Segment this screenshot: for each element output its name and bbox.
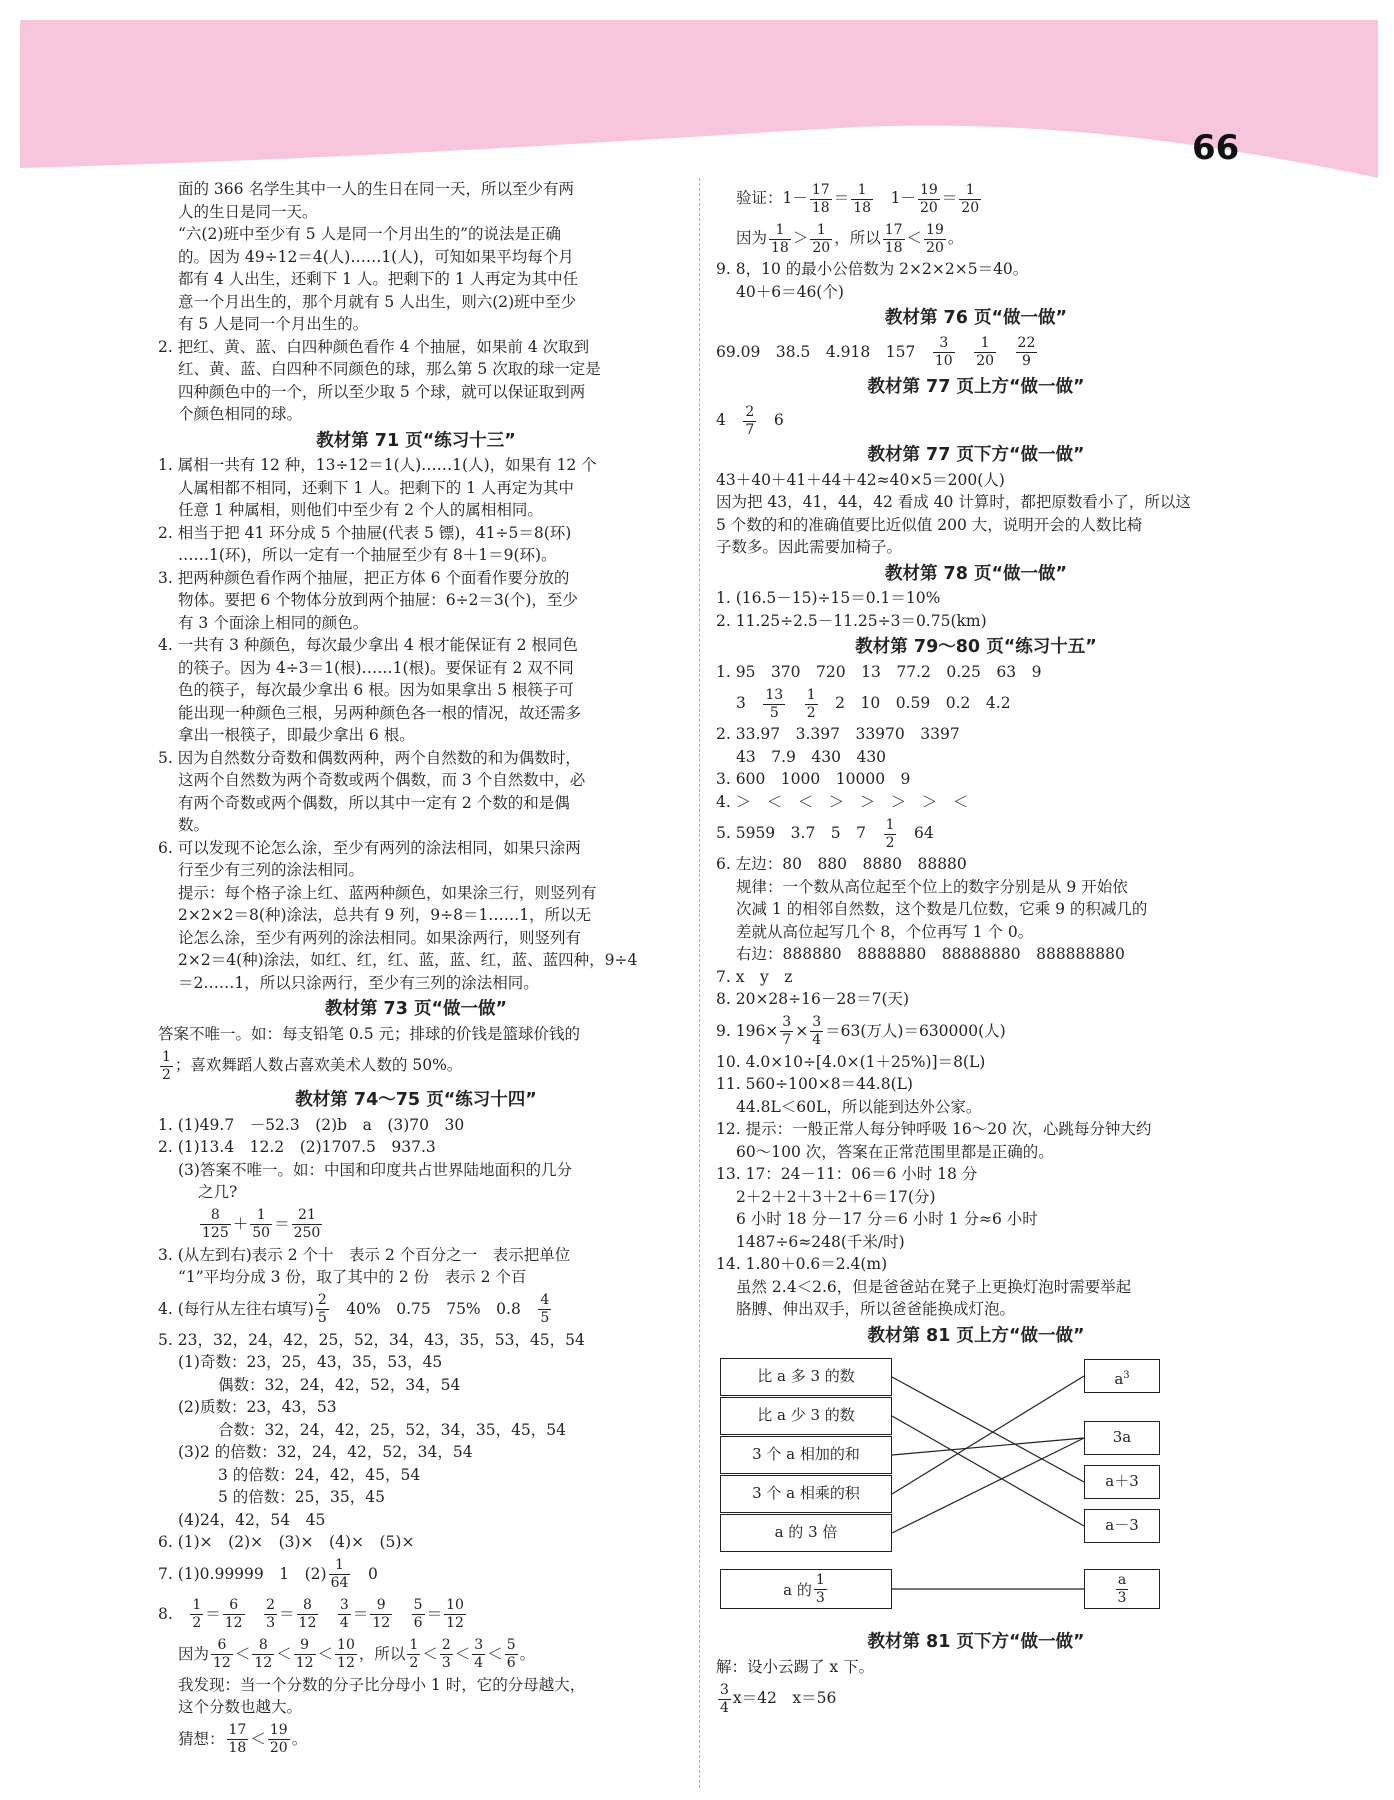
fraction: $\frac{13}{5}$ bbox=[765, 686, 784, 721]
fraction: $\frac{19}{20}$ bbox=[926, 221, 944, 256]
matching-diagram bbox=[716, 1355, 1176, 1611]
section-heading: 教材第 71 页“练习十三” bbox=[316, 430, 516, 451]
fraction: 1 3 bbox=[815, 1571, 825, 1606]
text-line: “六(2)班中至少有 5 人是同一个月出生的”的说法是正确 bbox=[178, 225, 562, 243]
section-heading: 教材第 81 页下方“做一做” bbox=[867, 1632, 1085, 1652]
text-line: 合数：32，24，42，25，52，34，35，45，54 bbox=[218, 1420, 567, 1439]
text-line: 面的 366 名学生其中一人的生日在同一天，所以至少有两 bbox=[178, 180, 574, 198]
text-line: 7. x y z bbox=[716, 967, 793, 986]
text-line: 60～100 次，答案在正常范围里都是正确的。 bbox=[736, 1142, 1054, 1161]
text-line: 4. (每行从左往右填写) $\frac{2}{5}$ 40% 0.75 75% 0.8 $\frac{4}{5}$ bbox=[158, 1292, 550, 1326]
text-line: 有 5 人是同一个月出生的。 bbox=[178, 315, 369, 333]
fraction: $\frac{6}{12}$ bbox=[224, 1597, 243, 1631]
equation-line: $\frac{8}{125}$ ＋ $\frac{1}{50}$ ＝ $\frac{21}{250}$ bbox=[202, 1207, 321, 1241]
text-line: “1”平均分成 3 份，取了其中的 2 份 表示 2 个百 bbox=[178, 1268, 527, 1286]
fraction: $\frac{1}{64}$ bbox=[330, 1557, 349, 1591]
fraction: $\frac{2}{3}$ bbox=[266, 1597, 276, 1631]
match-left-3: 3 个 a 相加的和 bbox=[720, 1436, 892, 1474]
text-line: 规律：一个数从高位起至个位上的数字分别是从 9 开始依 bbox=[736, 877, 1128, 896]
text-line: 2×2×2＝8(种)涂法，总共有 9 列，9÷8＝1……1，所以无 bbox=[178, 906, 592, 924]
fraction: $\frac{21}{250}$ bbox=[293, 1207, 321, 1241]
text-line: 13. 17：24－11：06＝6 小时 18 分 bbox=[716, 1165, 978, 1183]
fraction: $\frac{1}{2}$ bbox=[885, 816, 895, 851]
match-left-4: 3 个 a 相乘的积 bbox=[720, 1475, 892, 1513]
fraction: $\frac{6}{12}$ bbox=[213, 1637, 231, 1671]
text-line: 2. 把红、黄、蓝、白四种颜色看作 4 个抽屉，如果前 4 次取到 bbox=[158, 337, 590, 356]
fraction: $\frac{1}{2}$ bbox=[806, 686, 816, 721]
text-line: 人属相都不相同，还剩下 1 人。把剩下的 1 人再定为其中 bbox=[178, 478, 574, 497]
text-line: 8. 20×28÷16－28＝7(天) bbox=[716, 990, 910, 1008]
section-heading: 教材第 76 页“做一做” bbox=[884, 308, 1068, 328]
fraction: $\frac{3}{10}$ bbox=[934, 335, 953, 369]
text-line: 11. 560÷100×8＝44.8(L) bbox=[716, 1075, 913, 1093]
text-line: 3. 把两种颜色看作两个抽屉，把正方体 6 个面看作要分放的 bbox=[158, 568, 570, 587]
text-line: 的。因为 49÷12＝4(人)……1(人)，可知如果平均每个月 bbox=[178, 247, 574, 266]
fraction: $\frac{17}{18}$ bbox=[228, 1722, 247, 1756]
fraction: $\frac{2}{3}$ bbox=[441, 1637, 451, 1671]
section-heading: 教材第 77 页上方“做一做” bbox=[867, 376, 1085, 397]
text-line: 6 小时 18 分－17 分＝6 小时 1 分≈6 小时 bbox=[736, 1210, 1038, 1228]
banner-shape bbox=[20, 20, 1378, 178]
fraction: $\frac{9}{12}$ bbox=[372, 1597, 391, 1631]
text-line: ＝2……1，所以只涂两行，至少有三列的涂法相同。 bbox=[178, 973, 539, 992]
text-line: 44.8L＜60L，所以能到达外公家。 bbox=[736, 1097, 982, 1116]
text-line: 四种颜色中的一个，所以至少取 5 个球，就可以保证取到两 bbox=[178, 382, 586, 401]
fraction: $\frac{19}{20}$ bbox=[269, 1722, 288, 1756]
fraction: $\frac{19}{20}$ bbox=[919, 181, 938, 216]
text-line: (2)质数：23，43，53 bbox=[178, 1398, 337, 1416]
section-heading: 教材第 79～80 页“练习十五” bbox=[855, 637, 1097, 657]
text-line: 4 $\frac{2}{7}$ 6 bbox=[716, 403, 784, 438]
text-line: 5 的倍数：25，35，45 bbox=[218, 1488, 385, 1506]
equation-line: $\frac{3}{4}$ x＝42 x＝56 bbox=[720, 1681, 837, 1716]
text-line: 1. (16.5－15)÷15＝0.1＝10% bbox=[716, 589, 941, 607]
text-line: 解：设小云踢了 x 下。 bbox=[716, 1657, 875, 1676]
text-line: (3)2 的倍数：32，24，42，52，34，54 bbox=[178, 1443, 473, 1461]
text-line: 差就从高位起写几个 8，个位再写 1 个 0。 bbox=[736, 922, 1034, 941]
fraction: $\frac{1}{50}$ bbox=[252, 1207, 271, 1241]
text-line: 43 7.9 430 430 bbox=[736, 747, 887, 766]
text-line: 12. 提示：一般正常人每分钟呼吸 16～20 次，心跳每分钟大约 bbox=[716, 1120, 1152, 1138]
text-line: 4. ＞ ＜ ＜ ＞ ＞ ＞ ＞ ＜ bbox=[716, 792, 969, 811]
text-line: 色的筷子，每次最少拿出 6 根。因为如果拿出 5 根筷子可 bbox=[178, 681, 574, 699]
text-line: 数。 bbox=[178, 816, 210, 834]
text-line: 6. 左边：80 880 8880 88880 bbox=[716, 855, 967, 873]
fraction: $\frac{10}{12}$ bbox=[446, 1597, 464, 1631]
text-line: 有两个奇数或两个偶数，所以其中一定有 2 个数的和是偶 bbox=[178, 793, 570, 812]
text-line: 胳膊、伸出双手，所以爸爸能换成灯泡。 bbox=[736, 1300, 1016, 1318]
text-line: 物体。要把 6 个物体分放到两个抽屉：6÷2＝3(个)，至少 bbox=[178, 591, 578, 609]
equation-line: 8. $\frac{1}{2}$ ＝ $\frac{6}{12}$ $\frac{2}{3}$ ＝ $\frac{8}{12}$ $\frac{3}{4}$ ＝ $\frac{9}{12}$ $\frac{5}{6}$ ＝ $\frac{10}{12}$ bbox=[158, 1597, 464, 1631]
text-line: 6. (1)× (2)× (3)× (4)× (5)× bbox=[158, 1533, 415, 1551]
text-line: 个颜色相同的球。 bbox=[178, 405, 303, 423]
text-line: 1487÷6≈248(千米/时) bbox=[736, 1232, 905, 1251]
text-line: 拿出一根筷子，即最少拿出 6 根。 bbox=[178, 726, 415, 744]
section-heading: 教材第 78 页“做一做” bbox=[884, 563, 1068, 584]
section-heading: 教材第 73 页“做一做” bbox=[324, 999, 508, 1019]
left-column bbox=[158, 178, 674, 1759]
equation-line: 因为 $\frac{6}{12}$ ＜ $\frac{8}{12}$ ＜ $\frac{9}{12}$ ＜ $\frac{10}{12}$ ，所以 $\frac{1}{2}$ ＜ $\frac{2}{3}$ ＜ $\frac{3}{4}$ ＜ $\frac{5}{6}$ 。 bbox=[178, 1637, 536, 1671]
match-left-2: 比 a 少 3 的数 bbox=[720, 1397, 892, 1435]
match-right-1: $a^3$ bbox=[1084, 1359, 1160, 1393]
fraction: $\frac{1}{20}$ bbox=[961, 181, 980, 216]
text-line: 因为把 43，41，44，42 看成 40 计算时，都把原数看小了，所以这 bbox=[716, 493, 1191, 511]
fraction: $\frac{3}{4}$ bbox=[339, 1597, 349, 1631]
text-line: 2×2＝4(种)涂法，如红、红，红、蓝，蓝、红，蓝、蓝四种，9÷4 bbox=[178, 951, 638, 969]
text-line: 任意 1 种属相，则他们中至少有 2 个人的属相相同。 bbox=[178, 501, 543, 519]
text-line: 这个分数也越大。 bbox=[178, 1698, 303, 1716]
text-line: (3)答案不唯一。如：中国和印度共占世界陆地面积的几分 bbox=[178, 1160, 572, 1179]
text-line: 右边：888880 8888880 88888880 888888880 bbox=[736, 945, 1125, 963]
fraction: $\frac{3}{4}$ bbox=[720, 1681, 729, 1716]
text-line: 之几? bbox=[198, 1183, 238, 1201]
text-line: 都有 4 人出生，还剩下 1 人。把剩下的 1 人再定为其中任 bbox=[178, 270, 579, 288]
text-line: 14. 1.80＋0.6＝2.4(m) bbox=[716, 1255, 888, 1273]
text-line: 2. 11.25÷2.5－11.25÷3＝0.75(km) bbox=[716, 611, 987, 630]
fraction: $\frac{1}{18}$ bbox=[853, 181, 872, 216]
fraction: $\frac{2}{7}$ bbox=[745, 403, 755, 438]
text-line: 人的生日是同一天。 bbox=[178, 202, 318, 221]
fraction: $\frac{3}{7}$ bbox=[782, 1014, 792, 1048]
text-line: 行至少有三列的涂法相同。 bbox=[178, 861, 365, 879]
text-line: 7. (1)0.99999 1 (2) $\frac{1}{64}$ 0 bbox=[158, 1557, 378, 1591]
fraction: $\frac{1}{2}$ bbox=[409, 1637, 419, 1671]
match-left-6: a 的 1 3 bbox=[720, 1569, 892, 1609]
text-line: 3. (从左到右)表示 2 个十 表示 2 个百分之一 表示把单位 bbox=[158, 1245, 571, 1264]
text-line: 1. 95 370 720 13 77.2 0.25 63 9 bbox=[716, 662, 1042, 681]
text-line: 9. 8，10 的最小公倍数为 2×2×2×5＝40。 bbox=[716, 260, 1029, 278]
text-line: 3. 600 1000 10000 9 bbox=[716, 770, 911, 788]
text-line: 偶数：32，24，42，52，34，54 bbox=[218, 1375, 461, 1394]
fraction: $\frac{17}{18}$ bbox=[884, 221, 903, 256]
text-line: 3 的倍数：24，42，45，54 bbox=[218, 1465, 421, 1484]
fraction: $\frac{22}{9}$ bbox=[1017, 335, 1036, 369]
equation-line: 9. 196× $\frac{3}{7}$ × $\frac{3}{4}$ ＝63(万人)＝630000(人) bbox=[716, 1014, 1006, 1048]
text-line: 答案不唯一。如：每支铅笔 0.5 元；排球的价钱是篮球价钱的 bbox=[158, 1024, 581, 1043]
page-number: 66 bbox=[1192, 128, 1240, 168]
text-line: 2＋2＋2＋3＋2＋6＝17(分) bbox=[736, 1187, 936, 1206]
equation-line: 验证：1－ $\frac{17}{18}$ ＝ $\frac{1}{18}$ 1－ $\frac{19}{20}$ ＝ $\frac{1}{20}$ bbox=[736, 181, 980, 216]
text-line: 40＋6＝46(个) bbox=[736, 282, 844, 301]
fraction: a 3 bbox=[1117, 1571, 1127, 1606]
fraction: $\frac{4}{5}$ bbox=[540, 1292, 550, 1326]
section-heading: 教材第 81 页上方“做一做” bbox=[867, 1325, 1085, 1346]
text-line: 有 3 个面涂上相同的颜色。 bbox=[178, 613, 369, 632]
fraction: $\frac{10}{12}$ bbox=[337, 1637, 355, 1671]
text-line: 意一个月出生的，那个月就有 5 人出生，则六(2)班中至少 bbox=[178, 292, 577, 311]
text-line: 2. (1)13.4 12.2 (2)1707.5 937.3 bbox=[158, 1138, 436, 1156]
fraction: $\frac{2}{5}$ bbox=[317, 1292, 327, 1326]
text-line: 1. 属相一共有 12 种，13÷12＝1(人)……1(人)，如果有 12 个 bbox=[158, 456, 597, 474]
fraction: $\frac{1}{20}$ bbox=[976, 335, 995, 369]
text-line: 论怎么涂，至少有两列的涂法相同。如果涂两行，则竖列有 bbox=[178, 928, 582, 947]
text-line: $\frac{1}{2}$ ；喜欢舞蹈人数占喜欢美术人数的 50%。 bbox=[162, 1048, 463, 1083]
text-line: 的筷子。因为 4÷3＝1(根)……1(根)。要保证有 2 双不同 bbox=[178, 658, 574, 677]
text-line: 1. (1)49.7 －52.3 (2)b a (3)70 30 bbox=[158, 1115, 465, 1134]
equation-line: 因为 $\frac{1}{18}$ ＞ $\frac{1}{20}$ ，所以 $\frac{17}{18}$ ＜ $\frac{19}{20}$ 。 bbox=[736, 221, 964, 256]
fraction: $\frac{1}{20}$ bbox=[812, 221, 831, 256]
text-line: 5. 23，32，24，42，25，52，34，43，35，53，45，54 bbox=[158, 1330, 585, 1349]
text-line: 10. 4.0×10÷[4.0×(1＋25%)]＝8(L) bbox=[716, 1052, 986, 1071]
fraction: $\frac{5}{6}$ bbox=[413, 1597, 423, 1631]
fraction: $\frac{1}{2}$ bbox=[162, 1048, 171, 1083]
text-line: 5 个数的和的准确值要比近似值 200 大，说明开会的人数比椅 bbox=[716, 515, 1143, 534]
text-line: 子数多。因此需要加椅子。 bbox=[716, 538, 903, 556]
match-left-1: 比 a 多 3 的数 bbox=[720, 1358, 892, 1396]
text-line: 2. 相当于把 41 环分成 5 个抽屉(代表 5 镖)，41÷5＝8(环) bbox=[158, 523, 572, 542]
fraction: $\frac{8}{125}$ bbox=[202, 1207, 229, 1241]
fraction: $\frac{17}{18}$ bbox=[811, 181, 830, 216]
match-right-3: a＋3 bbox=[1084, 1465, 1160, 1499]
section-heading: 教材第 77 页下方“做一做” bbox=[867, 445, 1085, 465]
match-left-5: a 的 3 倍 bbox=[720, 1514, 892, 1552]
text-line: 我发现：当一个分数的分子比分母小 1 时，它的分母越大， bbox=[178, 1675, 586, 1694]
equation-line: 猜想： $\frac{17}{18}$ ＜ $\frac{19}{20}$ 。 bbox=[178, 1722, 308, 1756]
text-line: 次减 1 的相邻自然数，这个数是几位数，它乘 9 的积减几的 bbox=[736, 900, 1148, 918]
text-line: 这两个自然数为两个奇数或两个偶数，而 3 个自然数中，必 bbox=[178, 771, 586, 789]
text-line: 4. 一共有 3 种颜色，每次最少拿出 4 根才能保证有 2 根同色 bbox=[158, 636, 578, 654]
section-heading: 教材第 74～75 页“练习十四” bbox=[295, 1090, 537, 1110]
text-line: 提示：每个格子涂上红、蓝两种颜色，如果涂三行，则竖列有 bbox=[178, 883, 597, 902]
fraction: $\frac{3}{4}$ bbox=[474, 1637, 484, 1671]
text-line: 43＋40＋41＋44＋42≈40×5＝200(人) bbox=[716, 470, 1005, 489]
match-right-5 bbox=[1084, 1569, 1160, 1609]
text-line: 5. 5959 3.7 5 7 $\frac{1}{2}$ 64 bbox=[716, 816, 934, 851]
text-line: ……1(环)，所以一定有一个抽屉至少有 8＋1＝9(环)。 bbox=[178, 546, 557, 564]
text-line: 虽然 2.4＜2.6，但是爸爸站在凳子上更换灯泡时需要举起 bbox=[736, 1277, 1132, 1296]
text-line: (1)奇数：23，25，43，35，53，45 bbox=[178, 1353, 443, 1371]
text-line: 3 $\frac{13}{5}$ $\frac{1}{2}$ 2 10 0.59 0.2 4.2 bbox=[736, 686, 1011, 721]
header-banner bbox=[0, 0, 1394, 200]
fraction: $\frac{1}{18}$ bbox=[771, 221, 789, 256]
text-line: 能出现一种颜色三根，另两种颜色各一根的情况，故还需多 bbox=[178, 703, 582, 722]
fraction: $\frac{1}{2}$ bbox=[192, 1597, 202, 1631]
text-line: 69.09 38.5 4.918 157 $\frac{3}{10}$ $\frac{1}{20}$ $\frac{22}{9}$ bbox=[716, 335, 1036, 369]
match-right-4: a－3 bbox=[1084, 1509, 1160, 1543]
match-right-2: 3a bbox=[1084, 1421, 1160, 1455]
text-line: 2. 33.97 3.397 33970 3397 bbox=[716, 725, 960, 743]
text-line: 6. 可以发现不论怎么涂，至少有两列的涂法相同，如果只涂两 bbox=[158, 838, 581, 857]
fraction: $\frac{8}{12}$ bbox=[298, 1597, 317, 1631]
text-line: 5. 因为自然数分奇数和偶数两种，两个自然数的和为偶数时， bbox=[158, 748, 581, 767]
column-divider bbox=[699, 178, 700, 1788]
fraction: $\frac{9}{12}$ bbox=[295, 1637, 314, 1671]
right-column bbox=[716, 178, 1236, 1718]
fraction: $\frac{5}{6}$ bbox=[506, 1637, 516, 1671]
fraction: $\frac{3}{4}$ bbox=[812, 1014, 822, 1048]
text-line: 红、黄、蓝、白四种不同颜色的球，那么第 5 次取的球一定是 bbox=[178, 360, 601, 378]
fraction: $\frac{8}{12}$ bbox=[254, 1637, 273, 1671]
text-line: (4)24，42，54 45 bbox=[178, 1510, 326, 1529]
